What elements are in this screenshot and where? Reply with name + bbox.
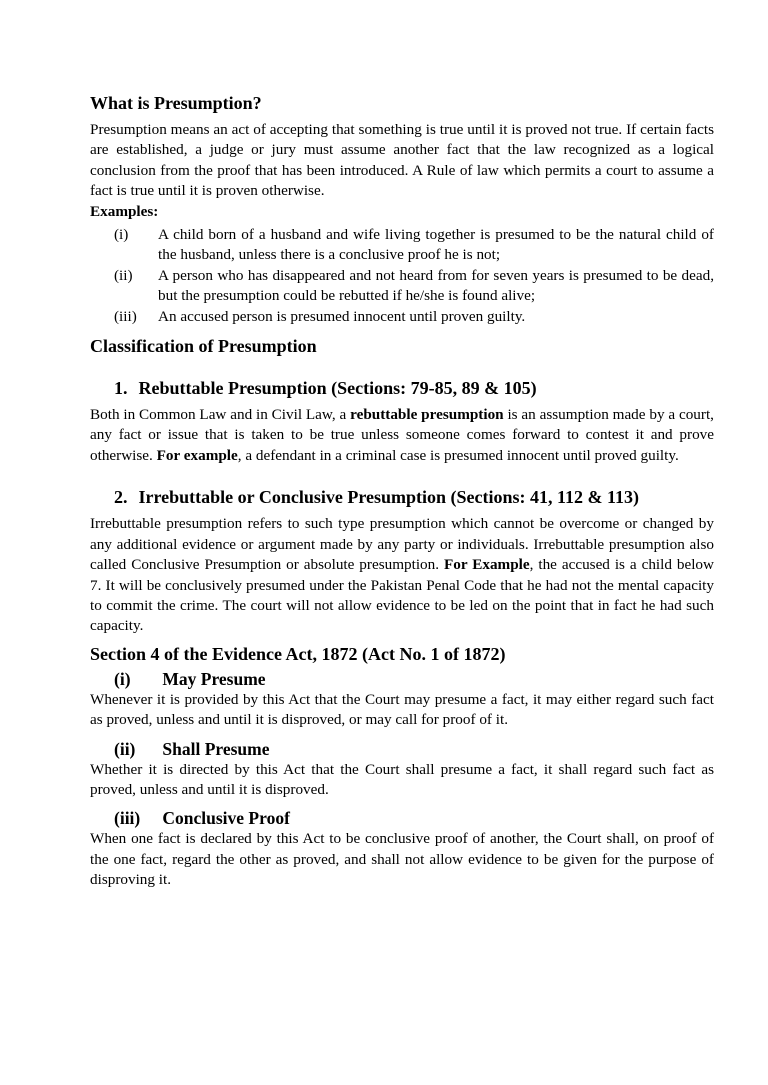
rebuttable-bold-term: rebuttable presumption [350,406,504,424]
irrebuttable-paragraph [90,514,714,636]
rebuttable-heading [114,377,714,399]
rebuttable-text-3: , a defendant in a criminal case is presumed innocent until proved guilty. [237,446,679,464]
examples-label: Examples: [90,202,159,220]
classification-heading: Classification of Presumption [90,336,317,357]
presumption-heading: What is Presumption? [90,93,262,113]
list-marker: (i) [114,226,129,244]
rebuttable-text-2: is an assumption made by a court, any fact or issue that is taken to be true unless someone comes forward to contest it and prove otherwise. [90,406,714,464]
list-marker: (ii) [114,266,133,284]
list-marker: (iii) [114,307,137,325]
list-item [90,266,714,307]
shall-presume-number: (ii) [114,738,136,759]
may-presume-paragraph: Whenever it is provided by this Act that the Court may presume a fact, it may either regard such fact as proved, unless and until it is disproved, or may call for proof of it. [90,690,714,729]
conclusive-proof-title: Conclusive Proof [162,808,290,829]
list-item [90,307,714,327]
presumption-definition: Presumption means an act of accepting that something is true until it is proved not true. If certain facts are established, a judge or jury must assume another fact that the law recognized as a logical conclusion from the proof that has been introduced. A Rule of law which permits a court to assume a fact is true until it is proven otherwise. [90,121,714,200]
rebuttable-number: 1. [114,378,128,399]
may-presume-number: (i) [114,668,131,689]
shall-presume-title: Shall Presume [162,738,270,759]
may-presume-heading [114,669,714,690]
irrebuttable-title: Irrebuttable or Conclusive Presumption (Sections: 41, 112 & 113) [138,487,639,508]
list-item-text: An accused person is presumed innocent until proven guilty. [158,307,526,325]
irrebuttable-text-2: , the accused is a child below 7. It will be conclusively presumed under the Pakistan Penal Code that he had not the mental capacity to commit the crime. The court will not allow evidence to be led on the point that in fact he had such capacity. [90,556,714,635]
irrebuttable-number: 2. [114,487,128,508]
rebuttable-example-label: For example [156,446,238,464]
irrebuttable-example-label: For Example [443,556,530,574]
irrebuttable-text-1: Irrebuttable presumption refers to such type presumption which cannot be overcome or changed by any additional evidence or argument made by any party or individuals. Irrebuttable presumption also called Conclusive Presumption or absolute presumption. [90,515,714,574]
rebuttable-paragraph [90,405,714,466]
shall-presume-paragraph: Whether it is directed by this Act that the Court shall presume a fact, it shall regard such fact as proved, unless and until it is disproved. [90,760,714,798]
examples-list [90,225,714,327]
irrebuttable-heading [114,486,714,508]
conclusive-proof-paragraph: When one fact is declared by this Act to be conclusive proof of another, the Court shall, on proof of the one fact, regard the other as proved, and shall not allow evidence to be given for the purpose of disproving it. [90,830,714,889]
shall-presume-heading [114,739,714,760]
rebuttable-title: Rebuttable Presumption (Sections: 79-85, 89 & 105) [138,378,537,399]
list-item-text: A child born of a husband and wife living together is presumed to be the natural child of the husband, unless there is a conclusive proof he is not; [158,226,714,264]
may-presume-title: May Presume [162,668,266,689]
conclusive-proof-heading [114,808,714,829]
conclusive-proof-number: (iii) [114,808,141,829]
rebuttable-text-1: Both in Common Law and in Civil Law, a [90,406,351,424]
list-item [90,225,714,266]
document-page [90,92,714,891]
section4-heading: Section 4 of the Evidence Act, 1872 (Act No. 1 of 1872) [90,643,506,664]
list-item-text: A person who has disappeared and not heard from for seven years is presumed to be dead, but the presumption could be rebutted if he/she is found alive; [158,266,714,305]
